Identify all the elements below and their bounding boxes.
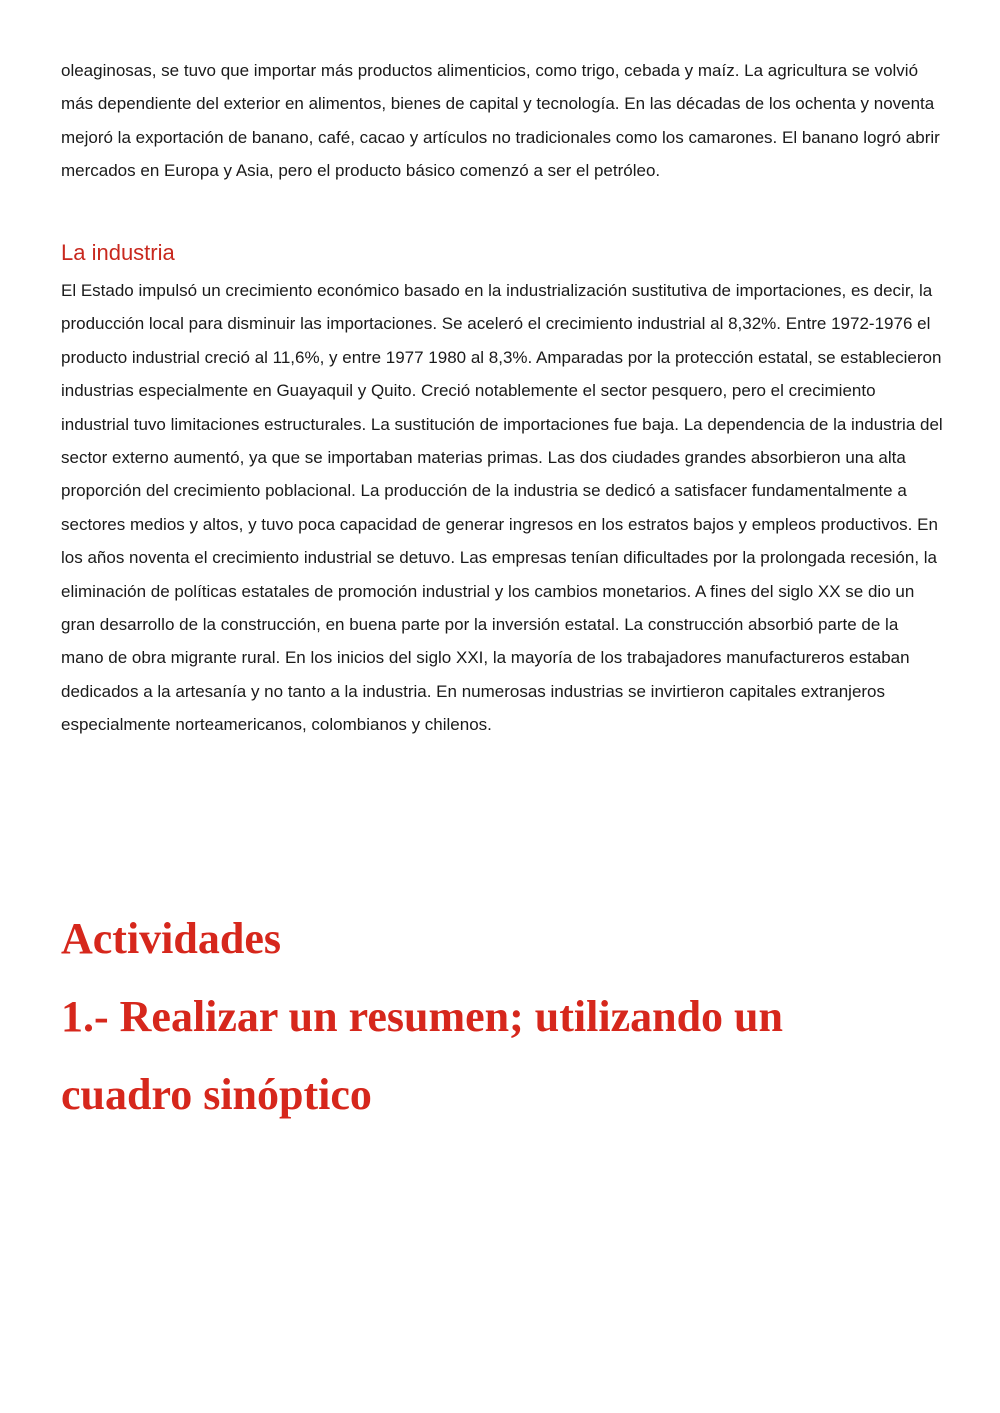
activity-task-line-2: cuadro sinóptico <box>61 1070 372 1119</box>
section-heading-industria: La industria <box>61 240 175 265</box>
activity-task-line-1: 1.- Realizar un resumen; utilizando un <box>61 992 783 1041</box>
intro-paragraph: oleaginosas, se tuvo que importar más productos alimenticios, como trigo, cebada y maíz. La agricultura se volvió más dependiente del exterior en alimentos, bienes de capital y tecnología. En las décadas de los ochenta y noventa mejoró la exportación de banano, café, cacao y artículos no tradicionales como los camarones. El banano logró abrir mercados en Europa y Asia, pero el producto básico comenzó a ser el petróleo. <box>61 61 940 181</box>
activities-section <box>61 900 945 1134</box>
industry-paragraph: El Estado impulsó un crecimiento económico basado en la industrialización sustitutiva de importaciones, es decir, la producción local para disminuir las importaciones. Se aceleró el crecimiento industrial al 8,32%. Entre 1972-1976 el producto industrial creció al 11,6%, y entre 1977 1980 al 8,3%. Amparadas por la protección estatal, se establecieron industrias especialmente en Guayaquil y Quito. Creció notablemente el sector pesquero, pero el crecimiento industrial tuvo limitaciones estructurales. La sustitución de importaciones fue baja. La dependencia de la industria del sector externo aumentó, ya que se importaban materias primas. Las dos ciudades grandes absorbieron una alta proporción del crecimiento poblacional. La producción de la industria se dedicó a satisfacer fundamentalmente a sectores medios y altos, y tuvo poca capacidad de generar ingresos en los estratos bajos y empleos productivos. En los años noventa el crecimiento industrial se detuvo. Las empresas tenían dificultades por la prolongada recesión, la eliminación de políticas estatales de promoción industrial y los cambios monetarios. A fines del siglo XX se dio un gran desarrollo de la construcción, en buena parte por la inversión estatal. La construcción absorbió parte de la mano de obra migrante rural. En los inicios del siglo XXI, la mayoría de los trabajadores manufactureros estaban dedicados a la artesanía y no tanto a la industria. En numerosas industrias se invirtieron capitales extranjeros especialmente norteamericanos, colombianos y chilenos. <box>61 281 943 735</box>
activities-title: Actividades <box>61 914 281 963</box>
